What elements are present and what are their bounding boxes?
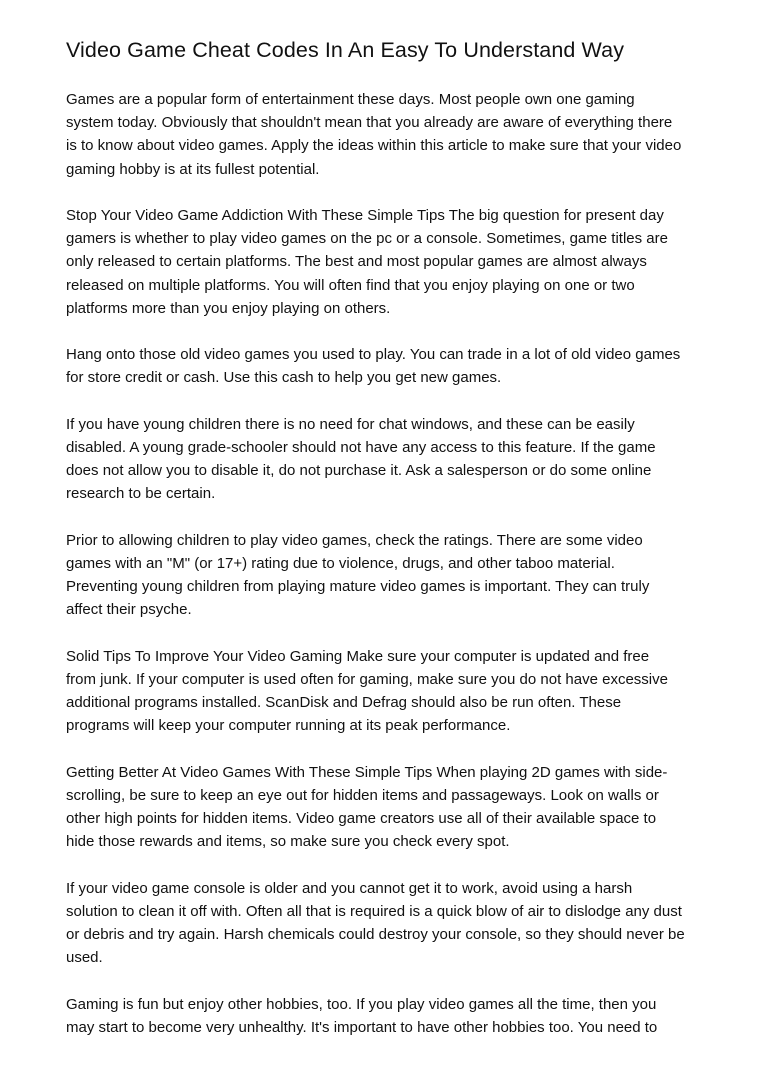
text-line: platforms more than you enjoy playing on others. [66, 299, 391, 317]
text-line: research to be certain. [66, 485, 216, 503]
text-line: Preventing young children from playing mature video games is important. They can truly [66, 578, 650, 596]
text-line: released on multiple platforms. You will often find that you enjoy playing on one or two [66, 276, 635, 294]
text-line: or debris and try again. Harsh chemicals could destroy your console, so they should never be [66, 926, 685, 944]
text-line: other high points for hidden items. Video game creators use all of their available space to [66, 810, 657, 828]
text-line: may start to become very unhealthy. It's important to have other hobbies too. You need to [66, 1019, 658, 1036]
text-line: Getting Better At Video Games With These Simple Tips When playing 2D games with side- [66, 763, 668, 781]
document-title: Video Game Cheat Codes In An Easy To Understand Way [66, 38, 625, 62]
text-line: Prior to allowing children to play video games, check the ratings. There are some video [66, 531, 643, 549]
text-line: hide those rewards and items, so make sure you check every spot. [66, 833, 510, 851]
text-line: for store credit or cash. Use this cash to help you get new games. [66, 369, 502, 387]
paragraph [66, 343, 710, 389]
text-line: games with an "M" (or 17+) rating due to violence, drugs, and other taboo material. [66, 555, 615, 572]
text-line: system today. Obviously that shouldn't mean that you already are aware of everything there [66, 114, 673, 132]
text-line: used. [66, 949, 103, 967]
text-line: Games are a popular form of entertainment these days. Most people own one gaming [66, 91, 635, 108]
text-line: programs will keep your computer running at its peak performance. [66, 717, 511, 735]
document-body [66, 88, 710, 1039]
text-line: Gaming is fun but enjoy other hobbies, too. If you play video games all the time, then you [66, 995, 657, 1013]
text-line: Solid Tips To Improve Your Video Gaming Make sure your computer is updated and free [66, 647, 650, 665]
text-line: does not allow you to disable it, do not purchase it. Ask a salesperson or do some online [66, 462, 652, 480]
paragraph [66, 761, 710, 854]
paragraph [66, 877, 710, 970]
text-line: If you have young children there is no need for chat windows, and these can be easily [66, 415, 635, 433]
text-line: affect their psyche. [66, 601, 192, 619]
text-line: Hang onto those old video games you used to play. You can trade in a lot of old video games [66, 346, 681, 364]
paragraph [66, 204, 710, 320]
text-line: from junk. If your computer is used often for gaming, make sure you do not have excessive [66, 671, 668, 688]
text-line: If your video game console is older and you cannot get it to work, avoid using a harsh [66, 879, 633, 897]
text-line: disabled. A young grade-schooler should not have any access to this feature. If the game [66, 439, 656, 456]
text-line: gaming hobby is at its fullest potential. [66, 160, 320, 178]
paragraph [66, 88, 710, 181]
text-line: scrolling, be sure to keep an eye out for hidden items and passageways. Look on walls or [66, 787, 659, 804]
text-line: Stop Your Video Game Addiction With These Simple Tips The big question for present day [66, 207, 664, 224]
paragraph [66, 993, 710, 1039]
text-line: solution to clean it off with. Often all that is required is a quick blow of air to dislodge any dust [66, 903, 682, 920]
text-line: gamers is whether to play video games on the pc or a console. Sometimes, game titles are [66, 230, 668, 248]
paragraph [66, 645, 710, 738]
text-line: only released to certain platforms. The best and most popular games are almost always [66, 253, 647, 271]
paragraph [66, 529, 710, 622]
text-line: is to know about video games. Apply the ideas within this article to make sure that your video [66, 137, 682, 155]
text-line: additional programs installed. ScanDisk and Defrag should also be run often. These [66, 694, 622, 712]
paragraph [66, 413, 710, 506]
